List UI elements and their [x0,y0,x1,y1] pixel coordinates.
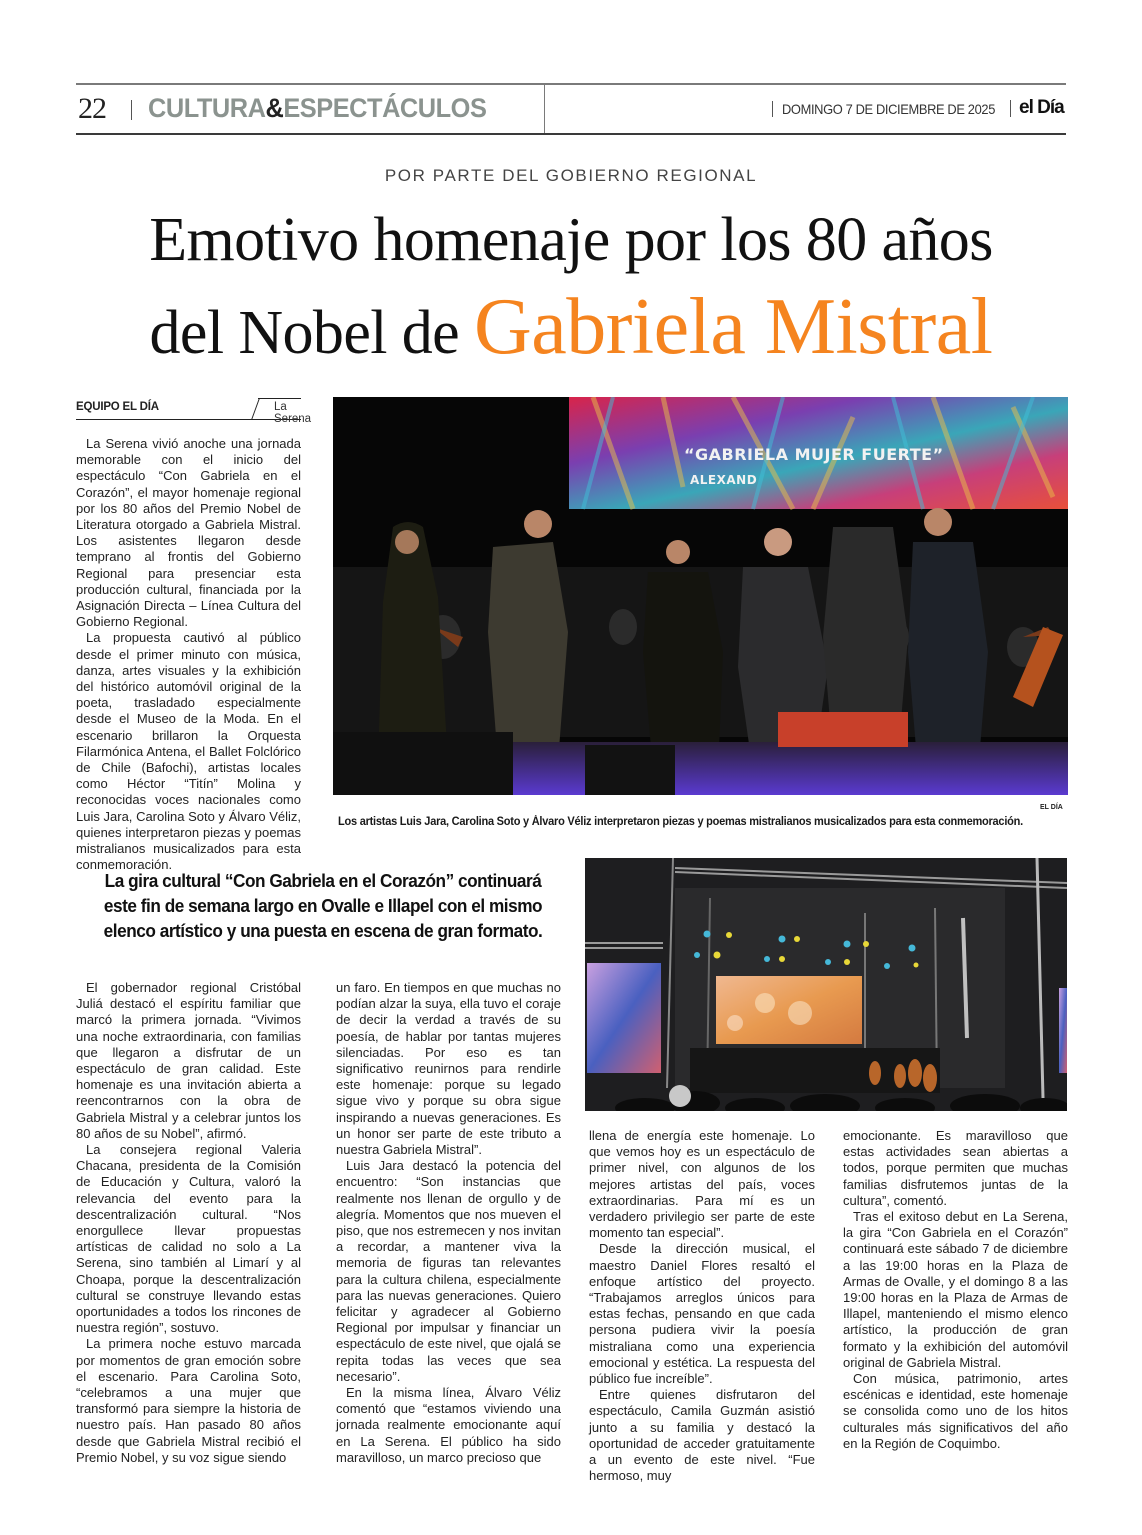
byline-top-line [258,398,301,399]
paragraph: llena de energía este homenaje. Lo que vemos hoy es un espectáculo de primer nivel, con algunos de los mejores artistas del país, voces extraordinarias. Para mí es un verdadero privilegio ser parte de este momento tan especial”. [589,1128,815,1241]
body-column-3 [589,1128,815,1484]
section-title-amp: & [265,93,284,123]
byline-city: La Serena [274,401,312,425]
intro-column [76,436,301,873]
header-divider [544,84,545,134]
screen-subtitle-text: ALEXAND [690,473,758,487]
section-title-part2: ESPECTÁCULOS [283,93,487,123]
paragraph: un faro. En tiempos en que muchas no podían alzar la suya, ella tuvo el coraje de decir la verdad a través de su poesía, de hablar por tantas mujeres silenciadas. Por eso es tan significativo reunirnos para rendirle este homenaje: porque su legado sigue vivo y porque su obra sigue inspirando a nuevas generaciones. Es un honor ser parte de este tributo a nuestra Gabriela Mistral”. [336,980,561,1158]
body-column-1 [76,980,301,1466]
paragraph: La consejera regional Valeria Chacana, presidenta de la Comisión de Educación y Cultura, valoró la relevancia del evento para la descentralización cultural. “Nos enorgullece llevar propuestas artísticas de calidad no solo a La Serena, sino también al Limarí y al Choapa, porque la descentralización cultural se construye llevando estas oportunidades a todos los rincones de nuestra región”, sostuvo. [76,1142,301,1336]
paragraph: La Serena vivió anoche una jornada memorable con el inicio del espectáculo “Con Gabriela en el Corazón”, el mayor homenaje regional por los 80 años del Premio Nobel de Literatura otorgado a Gabriela Mistral. Los asistentes llegaron desde temprano al frontis del Gobierno Regional para presenciar esta producción cultural, financiada por la Asignación Directa – Línea Cultura del Gobierno Regional. [76,436,301,630]
pull-quote: La gira cultural “Con Gabriela en el Corazón” continuará este fin de semana largo en Ovalle e Illapel con el mismo elenco artístico y una puesta en escena de gran formato. [103,870,543,941]
paragraph: El gobernador regional Cristóbal Juliá destacó el espíritu familiar que marcó la primera jornada. “Vivimos una noche extraordinaria, con familias que llegaron a disfrutar de un espectáculo de gran calidad. Este homenaje es una invitación abierta a reencontrarnos con la obra de Gabriela Mistral y a celebrar juntos los 80 años de su Nobel”, afirmó. [76,980,301,1141]
paragraph: Desde la dirección musical, el maestro Daniel Flores resaltó el enfoque artístico del proyecto. “Trabajamos arreglos únicos para estas fechas, pensando en que cada persona pudiera vivir la poesía mistraliana como una experiencia emocional y estética. La respuesta del público fue increíble”. [589,1241,815,1387]
kicker: POR PARTE DEL GOBIERNO REGIONAL [384,166,758,185]
section-title [148,93,486,124]
secondary-photo-outdoor-stage [585,858,1067,1111]
byline [76,399,312,425]
header-bottom-rule [76,133,1066,135]
byline-slash [251,398,260,420]
byline-author: EQUIPO EL DÍA [76,401,159,413]
headline-accent-name: Gabriela Mistral [474,283,993,371]
page-number: 22 [78,92,106,125]
paragraph: emocionante. Es maravilloso que estas actividades sean abiertas a todos, porque permiten que muchas familias disfrutemos juntas de la cultura”, comentó. [843,1128,1068,1208]
header-separator [131,100,132,120]
paragraph: Entre quienes disfrutaron del espectáculo, Camila Guzmán asistió junto a su familia y destacó la oportunidad de acceder gratuitamente a un evento de este nivel. “Fue hermoso, muy [589,1387,815,1484]
header-separator [772,101,773,117]
main-photo-concert-singers [333,397,1068,795]
newspaper-brand: el Día [1019,97,1064,118]
paragraph: La propuesta cautivó al público desde el primer minuto con música, danza, artes visuales y la exhibición del histórico automóvil original de la poeta, trasladado especialmente desde el Museo de la Moda. En el escenario brillaron la Orquesta Filarmónica Antena, el Ballet Folclórico de Chile (Bafochi), artistas locales como Héctor “Titín” Molina y reconocidas voces nacionales como Luis Jara, Carolina Soto y Álvaro Véliz, quienes interpretaron piezas y poemas mistralianos musicalizados para esta conmemoración. [76,630,301,873]
issue-date: DOMINGO 7 DE DICIEMBRE DE 2025 [782,101,995,117]
paragraph: La primera noche estuvo marcada por momentos de gran emoción sobre el escenario. Para Carolina Soto, “celebramos a una mujer que transformó para siempre la historia de nuestro país. Han pasado 80 años desde que Gabriela Mistral recibió el Premio Nobel, y su voz sigue siendo [76,1336,301,1465]
section-title-part1: CULTURA [148,93,266,123]
body-column-2 [336,980,561,1466]
body-column-4 [843,1128,1068,1452]
photo-credit: EL DÍA [1040,804,1063,811]
headline-line-2 [0,282,1142,373]
header-top-rule [76,83,1066,85]
paragraph: Luis Jara destacó la potencia del encuentro: “Son instancias que realmente nos llenan de orgullo y de alegría. Momentos que nos mueven el piso, que nos estremecen y nos invitan a recordar, a mantener viva la memoria de figuras tan relevantes para la cultura chilena, especialmente para las nuevas generaciones. Quiero felicitar y agradecer al Gobierno Regional por impulsar y financiar un espectáculo de este nivel, que ojalá se repita todas las veces que sea necesario”. [336,1158,561,1384]
screen-title-text: “GABRIELA MUJER FUERTE” [684,445,944,464]
photo-caption: Los artistas Luis Jara, Carolina Soto y Álvaro Véliz interpretaron piezas y poemas mistralianos musicalizados para esta conmemoración. [338,815,1023,828]
paragraph: En la misma línea, Álvaro Véliz comentó que “estamos viviendo una jornada realmente emocionante aquí en La Serena. El público ha sido maravilloso, un marco precioso que [336,1385,561,1465]
paragraph: Con música, patrimonio, artes escénicas e identidad, este homenaje se consolida como uno de los hitos culturales más significativos del año en la Región de Coquimbo. [843,1371,1068,1451]
header-separator [1010,100,1011,117]
headline-line-1: Emotivo homenaje por los 80 años [149,206,993,274]
headline-line-2-prefix: del Nobel de [149,299,474,367]
paragraph: Tras el exitoso debut en La Serena, la gira “Con Gabriela en el Corazón” continuará este sábado 7 de diciembre a las 19:00 horas en la Plaza de Armas de Ovalle, y el domingo 8 a las 19:00 horas en la Plaza de Armas de Illapel, manteniendo el mismo elenco artístico, la producción de gran formato y la exhibición del automóvil original de Gabriela Mistral. [843,1209,1068,1370]
